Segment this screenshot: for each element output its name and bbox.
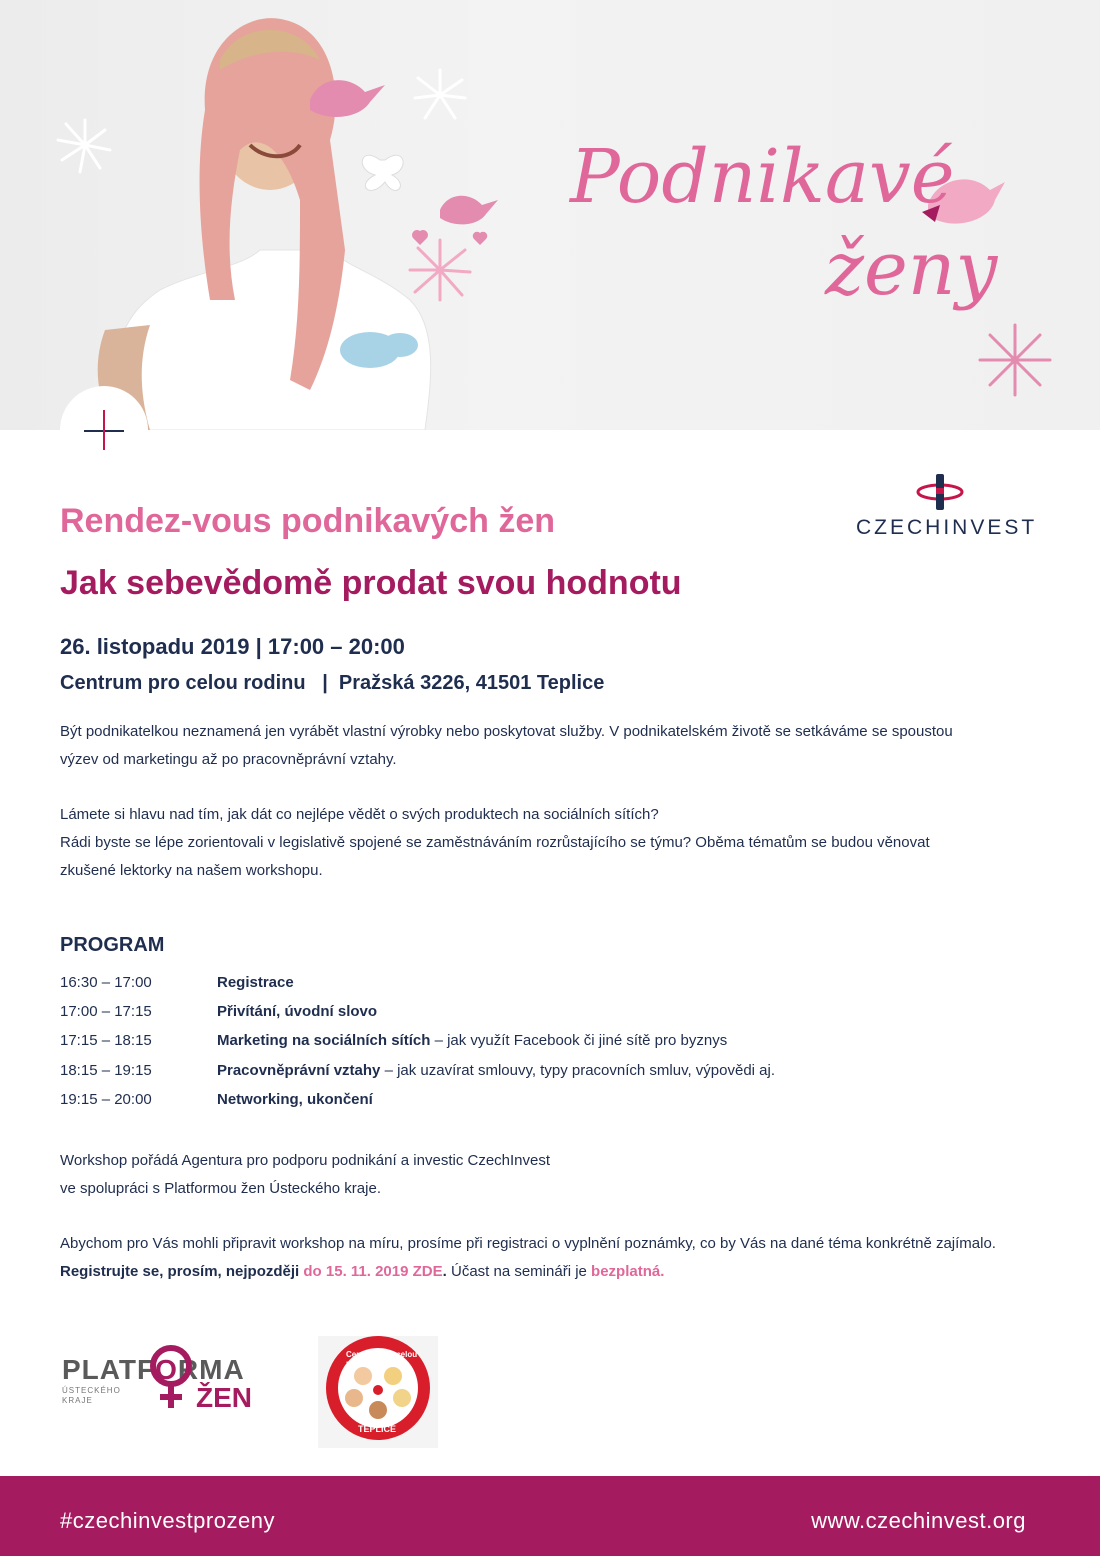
flower-burst-icon [58, 120, 110, 172]
flower-burst-icon [980, 325, 1050, 395]
heart-icon [412, 230, 487, 245]
event-place: Centrum pro celou rodinu | Pražská 3226, 41501 Teplice [60, 672, 605, 694]
registration-link[interactable]: do 15. 11. 2019 ZDE [303, 1263, 443, 1280]
footer-hashtag: #czechinvestprozeny [60, 1508, 275, 1533]
venus-symbol-icon [146, 1340, 196, 1410]
flower-burst-icon [410, 240, 470, 300]
free-badge: bezplatná. [591, 1263, 665, 1280]
intro-paragraph-1: Být podnikatelkou neznamená jen vyrábět vlastní výrobky nebo poskytovat služby. V podnikatelském životě se setkáváme se spoustou výzev od marketingu až po pracovněprávní vztahy. [60, 723, 953, 768]
registration-deadline-label: Registrujte se, prosím, nejpozději [60, 1263, 300, 1280]
script-title-line2: ženy [825, 226, 998, 312]
event-date-time: 26. listopadu 2019 | 17:00 – 20:00 [60, 634, 405, 659]
page-title: Rendez-vous podnikavých žen [60, 502, 555, 540]
intro-paragraph-2: Lámete si hlavu nad tím, jak dát co nejlépe vědět o svých produktech na sociálních sítích? Rádi byste se lépe zorientovali v legislativě spojené se zaměstnáváním rozrůstajícího se týmu? Oběma tématům se budou věnovat zkušené lektorky na našem workshopu. [60, 806, 930, 879]
czechinvest-wordmark: CZECHINVEST [856, 516, 1038, 539]
centrum-teplice-logo: Centrum pro celou rodinu TEPLICE [318, 1336, 438, 1448]
woman-photo [98, 18, 431, 430]
czechinvest-emblem-icon [850, 470, 1030, 516]
script-title-line1: Podnikavé [570, 134, 955, 220]
czechinvest-logo [850, 470, 1038, 540]
footer-website-link[interactable]: www.czechinvest.org [811, 1508, 1026, 1533]
hero-banner [0, 0, 1100, 430]
page-subtitle: Jak sebevědomě prodat svou hodnotu [60, 564, 682, 602]
registration-note: Abychom pro Vás mohli připravit workshop na míru, prosíme při registraci o vyplnění poznámky, co by Vás na dané téma konkrétně zajímalo. Registrujte se, prosím, nejpozději do 15. 11. 2019 ZDE. Účast na semináři je bezplatná. [60, 1235, 996, 1280]
program-heading: PROGRAM [60, 934, 165, 956]
platforma-zen-logo: PLATFORMA ÚSTECKÉHO KRAJE ŽEN [60, 1340, 265, 1420]
butterfly-icon [362, 155, 403, 190]
organizer-note: Workshop pořádá Agentura pro podporu podnikání a investic CzechInvest ve spolupráci s Platformou žen Ústeckého kraje. [60, 1152, 551, 1197]
footer-bar [0, 1476, 1100, 1556]
cross-icon [60, 386, 148, 474]
flower-burst-icon [415, 70, 465, 118]
